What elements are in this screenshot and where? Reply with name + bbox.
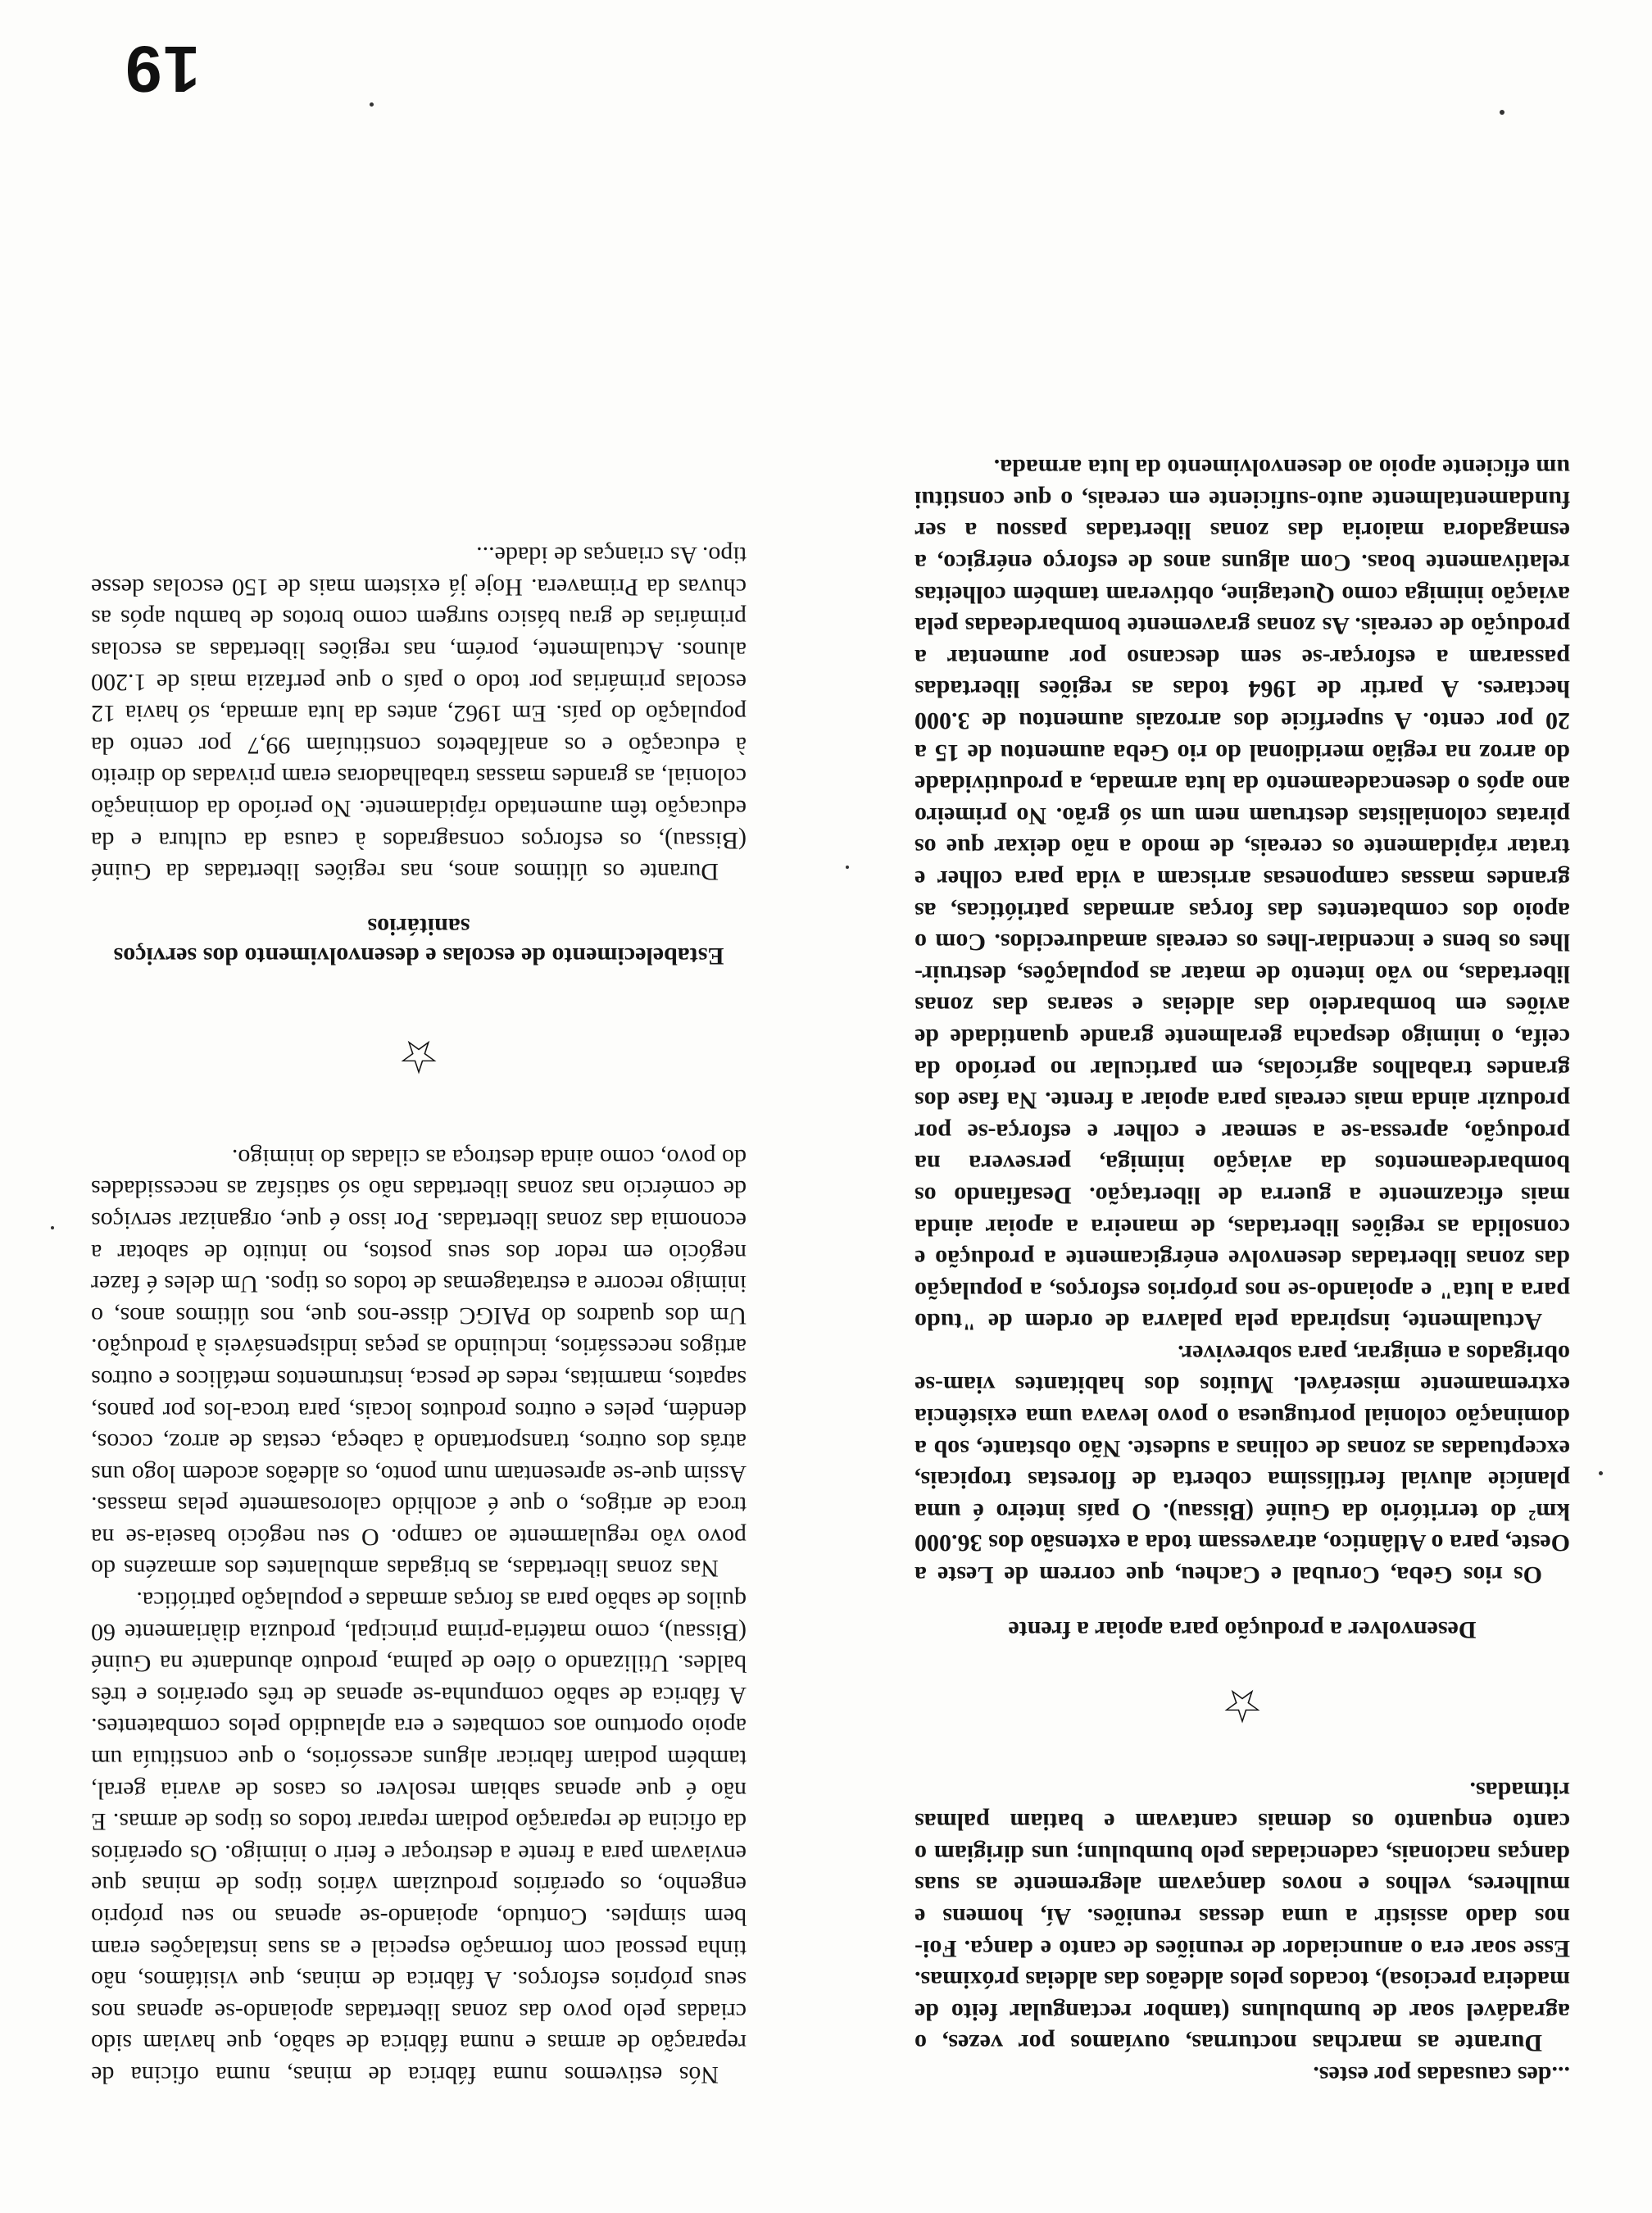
paragraph: Actualmente, inspirada pela palavra de ordem de "tudo para a luta" e apoiando-se nos próprios esforços, a população das zonas libertadas desenvolve enérgicamente a produção e consolida as regiões libertadas, de maneira a apoiar ainda mais eficazmente a guerra de libertação. Desafiando os bombardeamentos da aviação inimiga, persevera na produção, apressa-se a semear e colher e esforça-se por produzir ainda mais cereais para apoiar a frente. Na fase dos grandes trabalhos agrícolas, em particular no período da ceifa, o inimigo despacha geralmente grande quantidade de aviões em bombardeio das aldeias e searas das zonas libertadas, no vão intento de matar as populações, destruir-lhes os bens e incendiar-lhes os cereais amadurecidos. Com o apoio dos combatentes das forças armadas patrióticas, as grandes massas camponesas arriscam a vida para colher e tratar rápidamente os cereais, de modo a não deixar que os piratas colonialistas destruam nem um só grão. No primeiro ano após o desencadeamento da luta armada, a produtividade do arroz na região meridional do rio Geba aumentou de 15 a 20 por cento. A superfície dos arrozais aumentou de 3.000 hectares. A partir de 1964 todas as regiões libertadas passaram a esforçar-se sem descanso por aumentar a produção de cereais. As zonas gravemente bombardeadas pela aviação inimiga como Quetagine, obtiveram também colheitas relativamente boas. Com alguns anos de esforço enérgico, a esmagadora maioria das zonas libertadas passou a ser fundamentalmente auto-suficiente em cereais, o que constitui um eficiente apoio ao desenvolvimento da luta armada. [914,454,1570,1336]
scan-speck [846,866,849,869]
star-icon: ☆ [1221,1679,1264,1731]
star-icon: ☆ [397,1030,440,1082]
paragraph: Os rios Geba, Corubal e Cacheu, que correm de Leste a Oeste, para o Atlântico, atravessam toda a extensão dos 36.000 km² do território da Guiné (Bissau). O país inteiro é uma planície aluvial fertilíssima coberta de florestas tropicais, exceptuadas as zonas de colinas a sudeste. Não obstante, sob a dominação colonial portuguesa o povo levava uma existência extremamente miserável. Muitos dos habitantes viam-se obrigados a emigrar, para sobreviver. [914,1339,1570,1589]
right-column [91,539,747,2090]
left-column [914,452,1570,2090]
scan-speck [1599,1471,1603,1475]
scan-speck [370,102,374,107]
section-heading: Desenvolver a produção para apoiar a frente [1008,1616,1477,1644]
scan-speck [1500,110,1504,115]
paragraph: Durante os últimos anos, nas regiões libertadas da Guiné (Bissau), os esforços consagrados à causa da cultura e da educação têm aumentado rápidamente. No período da dominação colonial, as grandes massas trabalhadoras eram privadas do direito à educação e os analfabetos constituíam 99,7 por cento da população do país. Em 1962, antes da luta armada, só havia 12 escolas primárias por todo o país o que perfazia mais de 1.200 alunos. Actualmente, porém, nas regiões libertadas as escolas primárias de grau básico surgem como brotos de bambu após as chuvas da Primavera. Hoje já existem mais de 150 escolas desse tipo. As crianças de idade... [91,542,747,886]
paragraph: Nós estivemos numa fábrica de minas, numa oficina de reparação de armas e numa fábrica de sabão, que haviam sido criadas pelo povo das zonas libertadas apoiando-se apenas nos seus próprios esforços. A fábrica de minas, que visitámos, não tinha pessoal com formação especial e as suas instalações eram bem simples. Contudo, apoiando-se apenas no seu próprio engenho, os operários produziam vários tipos de minas que enviavam para a frente a destroçar e ferir o inimigo. Os operários da oficina de reparação podiam reparar todos os tipos de armas. E não é que apenas sabiam resolver os casos de avaria geral, também podiam fabricar alguns acessórios, o que constituía um apoio oportuno aos combates e era aplaudido pelos combatentes. A fábrica de sabão compunha-se apenas de três operários e três baldes. Utilizando o óleo de palma, produto abundante na Guiné (Bissau), como matéria-prima principal, produzia diàriamente 60 quilos de sabão para as forças armadas e população patriótica. [91,1587,747,2088]
section-heading: Estabelecimento de escolas e desenvolvimento dos serviços sanitários [113,913,724,970]
scan-speck [51,1226,54,1229]
paragraph: Nas zonas libertadas, as brigadas ambulantes dos armazéns do povo vão regularmente ao campo. O seu negócio baseia-se na troca de artigos, o que é acolhido calorosamente pelas massas. Assim que-se apresentam num ponto, os aldeãos acodem logo uns atrás dos outros, transportando à cabeça, cestas de arroz, cocos, dendém, peles e outros produtos locais, para troca-los por panos, sapatos, marmitas, redes de pesca, instrumentos metálicos e outros artigos necessários, incluindo as peças indispensáveis à produção. Um dos quadros do PAIGC disse-nos que, nos últimos anos, o inimigo recorre a estratagemas de todos os tipos. Um deles é fazer negócio em redor dos seus postos, no intuito de sabotar a economia das zonas libertadas. Por isso é que, organizar serviços de comércio nas zonas libertadas não só satisfaz as necessidades do povo, como ainda destroça as ciladas do inimigo. [91,1143,747,1583]
paragraph: Durante as marchas nocturnas, ouvíamos por vezes, o agradável soar de bumbuluns (tambor rectangular feito de madeira preciosa), tocados pelos aldeãos das aldeias próximas. Esse soar era o anunciador de reuniões de canto e dança. Foi-nos dado assistir a uma dessas reuniões. Aí, homens e mulheres, velhos e novos dançavam alegremente as suas danças nacionais, cadenciadas pelo bumbulun; uns dirigiam o canto enquanto os demais cantavam e batiam palmas ritmadas. [914,1776,1570,2057]
paragraph: ...des causadas por estes. [1313,2061,1570,2088]
page-number: 19 [124,33,200,106]
